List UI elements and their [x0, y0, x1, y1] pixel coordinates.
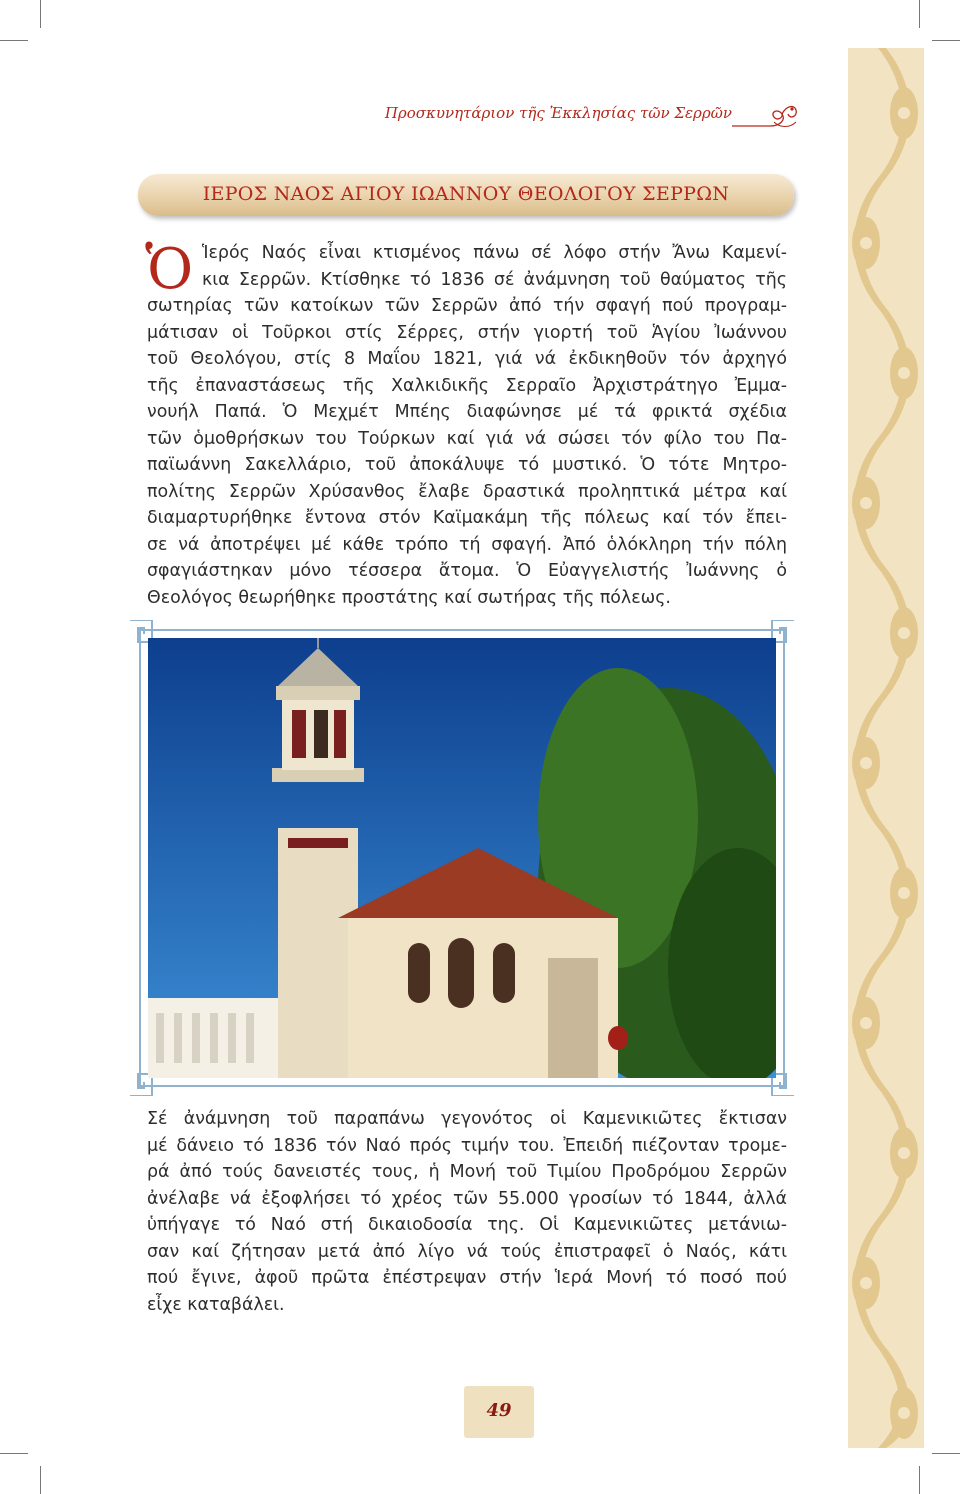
church-bell-tower-image [148, 638, 776, 1078]
text-line: διαμαρτυρήθηκε ἔντονα στόν Καϊμακάμη τῆς πόλεως καί τόν ἔπει- [147, 508, 787, 528]
running-header [330, 100, 800, 130]
text-line: σφαγιάστηκαν μόνο τέσσερα ἄτομα. Ὁ Εὐαγγελιστής Ἰωάννης ὁ [147, 561, 787, 581]
running-header-text: Προσκυνητάριον τῆς Ἐκκλησίας τῶν Σερρῶν [384, 104, 732, 122]
crop-mark-bottom-right-h [932, 1453, 960, 1454]
photo-frame [130, 620, 794, 1096]
text-line: μέ δάνειο τό 1836 τόν Ναό πρός τιμήν του. Ἐπειδή πιέζονταν τρομε- [147, 1135, 787, 1156]
text-line: σωτηρίας τῶν κατοίκων τῶν Σερρῶν ἀπό τήν σφαγή πού προγραμ- [147, 296, 787, 316]
crop-mark-top-right-h [932, 40, 960, 41]
text-line: ὑπήγαγε τό Ναό στή δικαιοδοσία της. Οἱ Καμενικιῶτες μετάνιω- [147, 1215, 787, 1235]
flourish-ornament-icon [730, 100, 800, 130]
page-title: ΙΕΡΟΣ ΝΑΟΣ ΑΓΙΟΥ ΙΩΑΝΝΟΥ ΘΕΟΛΟΓΟΥ ΣΕΡΡΩΝ [202, 183, 730, 205]
text-line: τοῦ Θεολόγου, στίς 8 Μαΐου 1821, γιά νά ἐκδικηθοῦν τόν ἀρχηγό [147, 349, 787, 369]
page-number-box [464, 1386, 534, 1438]
crop-mark-top-right-v [919, 0, 920, 28]
text-line: μάτισαν οἱ Τοῦρκοι στίς Σέρρες, στήν γιορτή τοῦ Ἁγίου Ἰωάννου [147, 322, 787, 343]
text-line: πολίτης Σερρῶν Χρύσανθος ἔλαβε δραστικά προληπτικά μέτρα καί [147, 481, 787, 502]
text-line: τῶν ὁμοθρήσκων του Τούρκων καί γιά νά σώσει τόν φίλο του Πα- [147, 428, 787, 449]
text-line: τῆς ἐπαναστάσεως τῆς Χαλκιδικῆς Σερραῖο Ἀρχιστράτηγο Ἐμμα- [147, 375, 787, 396]
crop-mark-bottom-right-v [919, 1466, 920, 1494]
drop-cap: Ὁ [145, 237, 194, 302]
text-line: σε νά ἀποτρέψει μέ κάθε τρόπο τή σφαγή. Ἀπό ὁλόκληρη τήν πόλη [147, 534, 787, 555]
crop-mark-top-left-v [40, 0, 41, 28]
decorative-side-border [848, 48, 924, 1448]
text-line: πού ἔγινε, ἀφοῦ πρῶτα ἐπέστρεψαν στήν Ἱερά Μονή τό ποσό πού [147, 1268, 787, 1288]
floral-ornament-icon [848, 48, 924, 1448]
text-line: σαν καί ζήτησαν μετά ἀπό λίγο νά τούς ἐπιστραφεῖ ὁ Ναός, κάτι [147, 1241, 787, 1262]
text-line: Σέ ἀνάμνηση τοῦ παραπάνω γεγονότος οἱ Καμενικιῶτες ἔκτισαν [147, 1109, 787, 1129]
page-number: 49 [486, 1400, 512, 1421]
paragraph-1 [145, 237, 787, 611]
paragraph-2 [147, 1106, 787, 1318]
text-line: παϊωάννη Σακελλάριο, τοῦ ἀποκάλυψε τό μυστικό. Ὁ τότε Μητρο- [147, 455, 787, 475]
text-line: νουήλ Παπά. Ὁ Μεχμέτ Μπέης διαφώνησε μέ τά φρικτά σχέδια [147, 402, 787, 422]
crop-mark-top-left-h [0, 40, 28, 41]
crop-mark-bottom-left-h [0, 1453, 28, 1454]
text-line: ἀνέλαβε νά ἐξοφλήσει τό χρέος τῶν 55.000 γροσίων τό 1844, ἀλλά [147, 1188, 787, 1209]
title-banner [138, 174, 794, 216]
text-line: Ἱερός Ναός εἶναι κτισμένος πάνω σέ λόφο στήν Ἄνω Καμενί- [202, 243, 787, 263]
crop-mark-bottom-left-v [40, 1466, 41, 1494]
text-line: εἶχε καταβάλει. [147, 1294, 285, 1315]
text-line: Θεολόγος θεωρήθηκε προστάτης καί σωτήρας τῆς πόλεως. [147, 587, 671, 608]
text-line: ρά ἀπό τούς δανειστές τους, ἡ Μονή τοῦ Τιμίου Προδρόμου Σερρῶν [147, 1162, 787, 1182]
church-photo [148, 638, 776, 1078]
text-line: κια Σερρῶν. Κτίσθηκε τό 1836 σέ ἀνάμνηση τοῦ θαύματος τῆς [202, 269, 787, 290]
